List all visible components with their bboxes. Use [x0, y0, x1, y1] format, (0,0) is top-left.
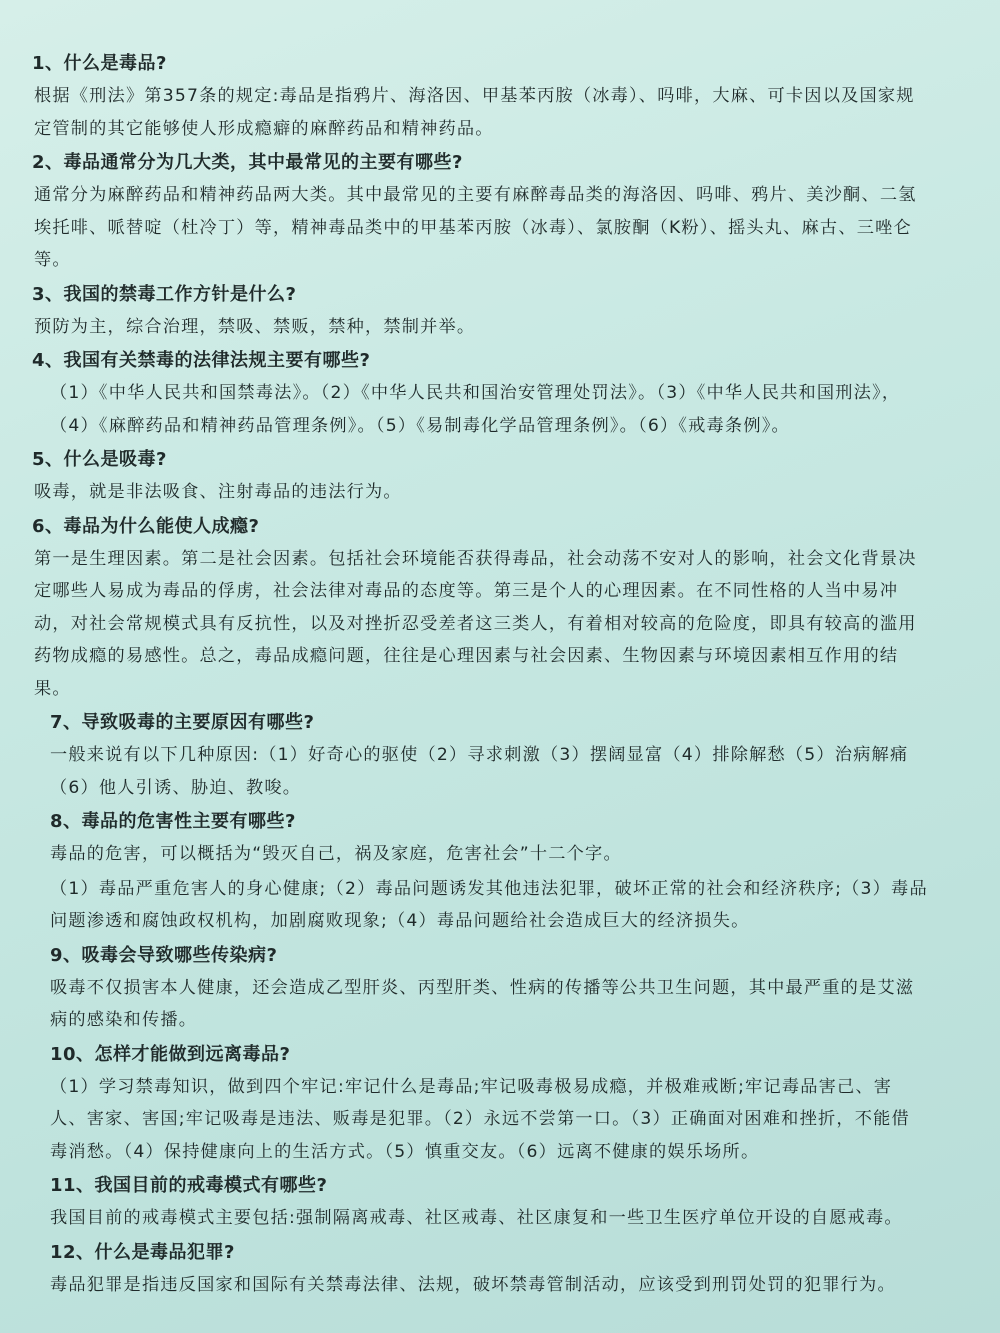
question-heading: 6、毒品为什么能使人成瘾? — [32, 515, 260, 537]
question-heading: 10、怎样才能做到远离毒品? — [50, 1043, 291, 1065]
answer-paragraph: 通常分为麻醉药品和精神药品两大类。其中最常见的主要有麻醉毒品类的海洛因、吗啡、鸦片、美沙酮、二氢埃托啡、哌替啶（杜冷丁）等，精神毒品类中的甲基苯丙胺（冰毒）、氯胺酮（K粉）、摇头丸、麻古、三唑仑等。 — [34, 185, 917, 270]
answer-paragraph: 毒品的危害，可以概括为“毁灭自己，祸及家庭，危害社会”十二个字。 — [50, 844, 622, 864]
question-heading: 5、什么是吸毒? — [32, 449, 167, 470]
question-heading: 9、吸毒会导致哪些传染病? — [50, 944, 278, 966]
answer-paragraph: 吸毒不仅损害本人健康，还会造成乙型肝炎、丙型肝类、性病的传播等公共卫生问题，其中最严重的是艾滋病的感染和传播。 — [50, 977, 915, 1030]
answer-paragraph: （1）毒品严重危害人的身心健康;（2）毒品问题诱发其他违法犯罪，破坏正常的社会和经济秩序;（3）毒品问题渗透和腐蚀政权机构，加剧腐败现象;（4）毒品问题给社会造成巨大的经济损失。 — [50, 878, 928, 931]
section-7 — [28, 707, 928, 804]
answer-paragraph: 吸毒，就是非法吸食、注射毒品的违法行为。 — [34, 482, 402, 502]
answer-paragraph: 预防为主，综合治理，禁吸、禁贩，禁种，禁制并举。 — [34, 316, 476, 337]
answer-paragraph: 我国目前的戒毒模式主要包括:强制隔离戒毒、社区戒毒、社区康复和一些卫生医疗单位开设的自愿戒毒。 — [50, 1208, 903, 1228]
section-4 — [28, 345, 928, 442]
section-1 — [28, 48, 928, 145]
section-10 — [28, 1039, 928, 1169]
answer-paragraph: （1）《中华人民共和国禁毒法》。（2）《中华人民共和国治安管理处罚法》。（3）《中华人民共和国刑法》，（4）《麻醉药品和精神药品管理条例》。（5）《易制毒化学品管理条例》。（6）《戒毒条例》。 — [50, 383, 901, 436]
section-2 — [28, 147, 928, 277]
answer-paragraph: 第一是生理因素。第二是社会因素。包括社会环境能否获得毒品，社会动荡不安对人的影响，社会文化背景决定哪些人易成为毒品的俘虏，社会法律对毒品的态度等。第三是个人的心理因素。在不同性格的人当中易冲动，对社会常规模式具有反抗性，以及对挫折忍受差者这三类人，有着相对较高的危险度，即具有较高的滥用药物成瘾的易感性。总之，毒品成瘾问题，往往是心理因素与社会因素、生物因素与环境因素相互作用的结果。 — [34, 548, 917, 699]
question-heading: 7、导致吸毒的主要原因有哪些? — [50, 712, 315, 733]
section-12 — [28, 1237, 928, 1302]
section-3 — [28, 279, 928, 344]
question-heading: 4、我国有关禁毒的法律法规主要有哪些? — [32, 350, 371, 371]
question-heading: 1、什么是毒品? — [32, 53, 167, 74]
answer-paragraph: 毒品犯罪是指违反国家和国际有关禁毒法律、法规，破坏禁毒管制活动，应该受到刑罚处罚的犯罪行为。 — [50, 1274, 896, 1295]
section-9 — [28, 940, 928, 1037]
question-heading: 2、毒品通常分为几大类，其中最常见的主要有哪些? — [32, 152, 463, 173]
section-6 — [28, 511, 928, 706]
section-5 — [28, 444, 928, 509]
section-11 — [28, 1170, 928, 1235]
section-8 — [28, 806, 928, 938]
answer-paragraph: （1）学习禁毒知识，做到四个牢记:牢记什么是毒品;牢记吸毒极易成瘾，并极难戒断;牢记毒品害己、害人、害家、害国;牢记吸毒是违法、贩毒是犯罪。（2）永远不尝第一口。（3）正确面对困难和挫折，不能借毒消愁。（4）保持健康向上的生活方式。（5）慎重交友。（6）远离不健康的娱乐场所。 — [50, 1076, 910, 1162]
question-heading: 8、毒品的危害性主要有哪些? — [50, 811, 296, 832]
question-heading: 12、什么是毒品犯罪? — [50, 1241, 235, 1263]
question-heading: 3、我国的禁毒工作方针是什么? — [32, 283, 297, 305]
question-heading: 11、我国目前的戒毒模式有哪些? — [50, 1175, 328, 1196]
answer-paragraph: 根据《刑法》第357条的规定:毒品是指鸦片、海洛因、甲基苯丙胺（冰毒）、吗啡，大麻、可卡因以及国家规定管制的其它能够使人形成瘾癖的麻醉药品和精神药品。 — [34, 86, 915, 139]
answer-paragraph: 一般来说有以下几种原因:（1）好奇心的驱使（2）寻求刺激（3）摆阔显富（4）排除解愁（5）治病解痛（6）他人引诱、胁迫、教唆。 — [50, 745, 909, 798]
